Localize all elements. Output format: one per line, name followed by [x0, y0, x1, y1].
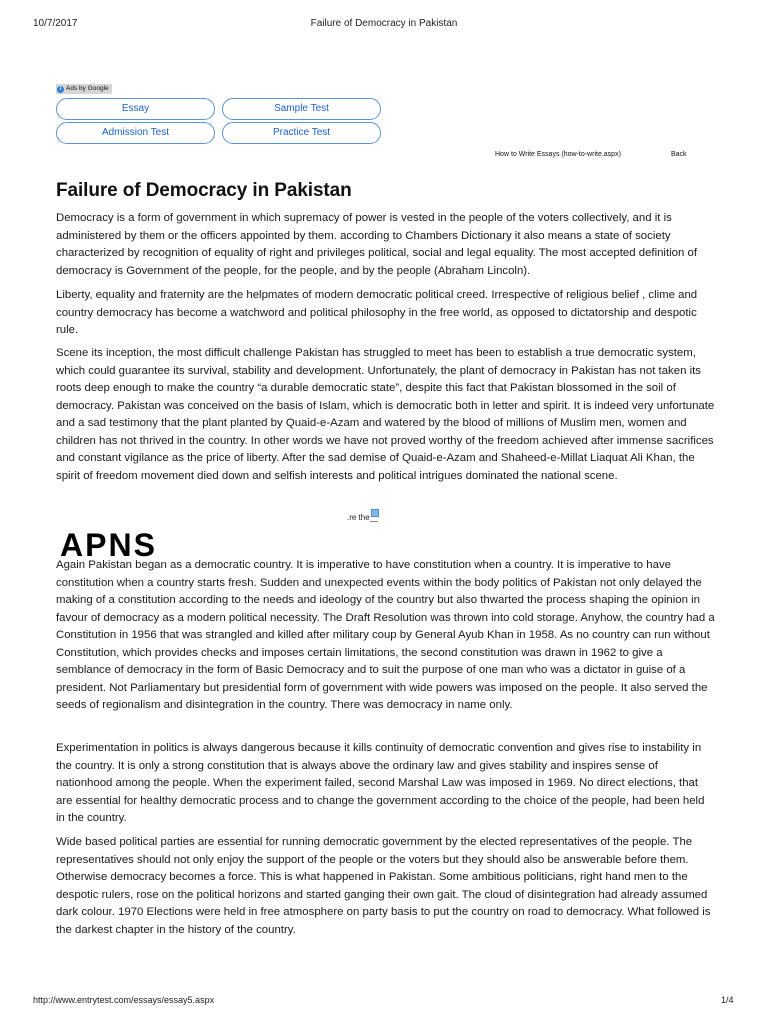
back-link[interactable]: Back: [671, 151, 687, 158]
print-footer: [0, 995, 768, 1007]
admission-test-ad-button[interactable]: Admission Test: [56, 122, 215, 144]
sample-test-ad-button[interactable]: Sample Test: [222, 98, 381, 120]
how-to-write-essays-link[interactable]: How to Write Essays (how-to-write.aspx): [495, 151, 621, 158]
ad-choices-icon[interactable]: [371, 509, 379, 517]
essay-ad-button[interactable]: Essay: [56, 98, 215, 120]
clipped-ad-banner[interactable]: [60, 527, 210, 563]
ads-by-google-label[interactable]: [56, 84, 112, 94]
clipped-banner-text: APNS: [60, 527, 157, 563]
page-number: 1/4: [721, 995, 734, 1005]
article-title: Failure of Democracy in Pakistan: [56, 180, 352, 201]
info-icon: i: [57, 86, 64, 93]
article-paragraph: Liberty, equality and fraternity are the helpmates of modern democratic political creed. Irrespective of religious belief , clime and country democracy has become a watchword and political philosophy in the free world, as opposed to dictatorship and despotic rule.: [56, 289, 698, 336]
print-url: http://www.entrytest.com/essays/essay5.aspx: [33, 995, 215, 1005]
article-paragraph: Again Pakistan began as a democratic country. It is imperative to have constitution when a country. It is imperative to have constitution when a country starts fresh. Sudden and unexpected events within the body politics of Pakistan not only delayed the making of a constitution according to the needs and ideology of the country but also thwarted the process shaping the opinion in favour of democracy as a modern political necessity. The Draft Resolution was thrown into cold storage. Anyhow, the country had a Constitution in 1956 that was strangled and killed after military coup by General Ayub Khan in 1958. As no country can run without Constitution, which provides checks and imposes certain limitations, the second constitution was drawn in 1962 to give a semblance of democracy in the form of Basic Democracy and to suit the purpose of one man who was a dictator in guise of a president. Not Parliamentary but presidential form of government with wide powers was imposed on the people. It also served the seeds of regionalism and disintegration in the country. There was democracy in name only.: [56, 559, 715, 711]
article-paragraph: Wide based political parties are essential for running democratic government by the elected representatives of the people. The representatives should not only enjoy the support of the people or the voters but they should also be answerable before them. Otherwise democracy becomes a force. This is what happened in Pakistan. Some ambitious politicians, right hand men to the despotic rulers, rose on the political horizons and started ganging their own gait. The cloud of disintegration had already assumed dark colour. 1970 Elections were held in free atmosphere on party basis to put the country on road to democracy. What followed is the darkest chapter in the history of the country.: [56, 836, 711, 936]
article-paragraph: Experimentation in politics is always dangerous because it kills continuity of democratic convention and gives rise to instability in the country. It is only a strong constitution that is always above the ordinary law and gives stability and inspires sense of nationhood among the people. When the experiment failed, second Marshal Law was imposed in 1969. No direct elections, that are essential for healthy democratic process and to change the government according to the choice of the people, had been held in the country.: [56, 742, 705, 824]
print-header: [0, 18, 768, 30]
print-page-title: Failure of Democracy in Pakistan: [310, 18, 458, 29]
ads-label-text: Ads by Google: [66, 85, 109, 92]
ad-fragment-divider: [370, 521, 378, 522]
practice-test-ad-button[interactable]: Practice Test: [222, 122, 381, 144]
print-date: 10/7/2017: [33, 18, 78, 29]
article-paragraph: Scene its inception, the most difficult challenge Pakistan has struggled to meet has been to establish a true democratic system, which could guarantee its survival, stability and development. Unfortunately, the plant of democracy in Pakistan has not taken its roots deep enough to make the country “a durable democratic state”, despite this fact that Pakistan blossomed in the soil of democracy. Pakistan was conceived on the basis of Islam, which is democratic both in letter and spirit. It is indeed very unfortunate and a sad testimony that the plant planted by Quaid-e-Azam and watered by the blood of millions of Muslim men, women and children has not thrived in the country. In other words we have not proved worthy of the freedom achieved after immense sacrifices and constant vigilance as the price of liberty. After the sad demise of Quaid-e-Azam and Shaheed-e-Millat Liaquat Ali Khan, the spirit of freedom movement died down and selfish interests and political intrigues dominated the national scene.: [56, 347, 715, 482]
ad-fragment-text[interactable]: .re the: [347, 513, 370, 522]
article-paragraph: Democracy is a form of government in which supremacy of power is vested in the people of the voters collectively, and it is administered by them or the officers appointed by them. according to Chambers Dictionary it also means a state of society characterized by recognition of equality of right and privileges political, social and legal equality. The most accepted definition of democracy is Government of the people, for the people, and by the people (Abraham Lincoln).: [56, 212, 697, 277]
